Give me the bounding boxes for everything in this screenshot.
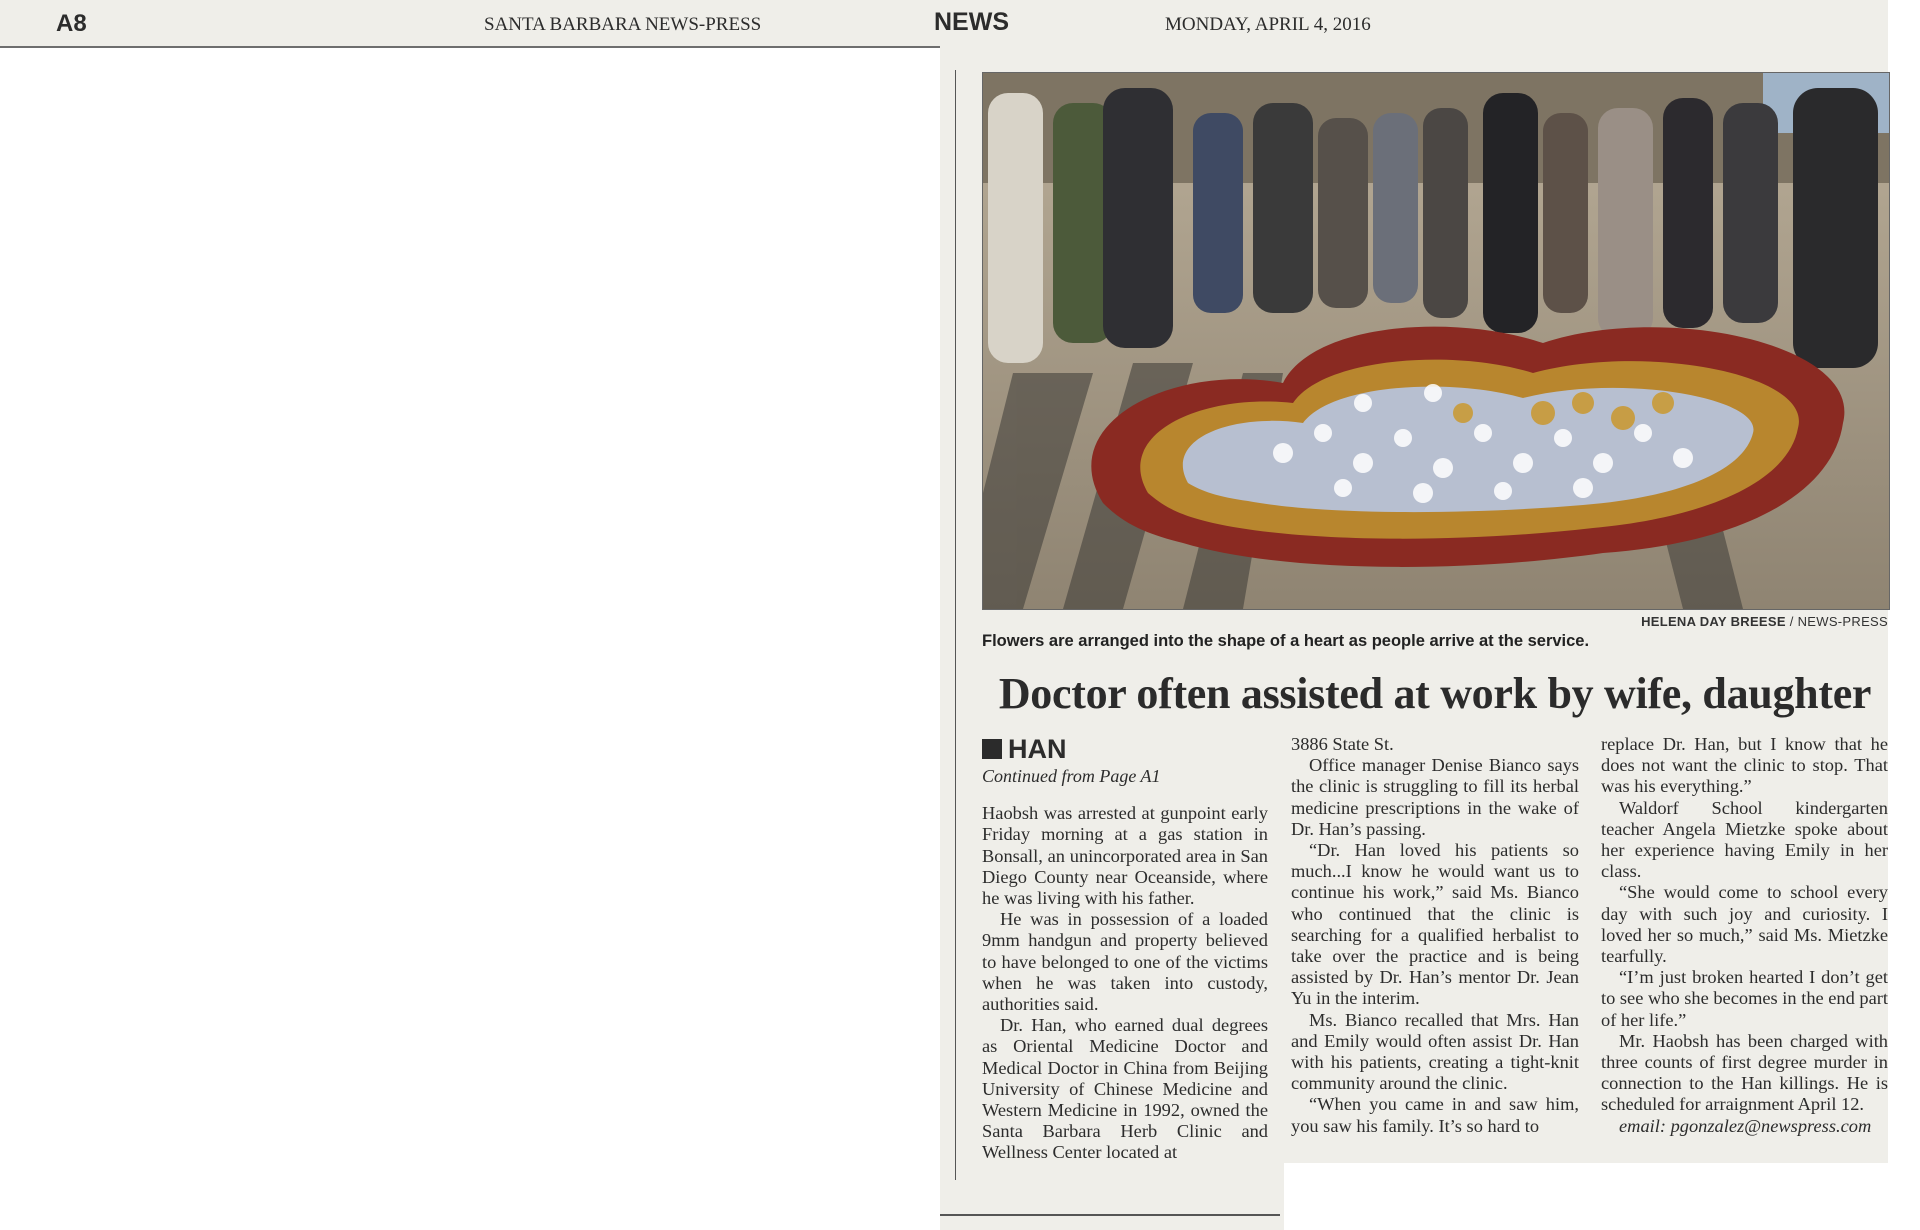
photo-caption: Flowers are arranged into the shape of a heart as people arrive at the service. <box>982 632 1590 650</box>
blank-margin <box>1284 1163 1888 1230</box>
author-email: email: pgonzalez@newspress.com <box>1619 1115 1872 1136</box>
continued-from: Continued from Page A1 <box>982 766 1161 786</box>
paragraph: replace Dr. Han, but I know that he does not want the clinic to stop. That was his everything.” <box>1601 734 1888 797</box>
publication-date: MONDAY, APRIL 4, 2016 <box>1165 14 1371 35</box>
paragraph: He was in possession of a loaded 9mm handgun and property believed to have belonged to one of the victims when he was taken into custody, authorities said. <box>982 909 1268 1015</box>
paragraph: Waldorf School kindergarten teacher Angela Mietzke spoke about her experience having Emily in her class. <box>1601 797 1888 882</box>
publication-name: SANTA BARBARA NEWS-PRESS <box>484 14 762 35</box>
page-header <box>0 0 1888 48</box>
paragraph: “I’m just broken hearted I don’t get to see who she becomes in the end part of her life.” <box>1601 967 1889 1030</box>
flower-heart-photo <box>983 73 1889 609</box>
article-headline: Doctor often assisted at work by wife, daughter <box>998 669 1872 718</box>
paragraph: “Dr. Han loved his patients so much...I know he would want us to continue his work,” said Ms. Bianco who continued that the clinic is searching for a qualified herbalist to take over the practice and is being assisted by Dr. Han’s mentor Dr. Jean Yu in the interim. <box>1291 840 1579 1009</box>
jump-label-text: HAN <box>1008 734 1067 764</box>
jump-label <box>982 734 1268 764</box>
news-photo <box>982 72 1890 610</box>
section-label: NEWS <box>934 8 1009 36</box>
paragraph: Dr. Han, who earned dual degrees as Oriental Medicine Doctor and Medical Doctor in China from Beijing University of Chinese Medicine and Western Medicine in 1992, owned the Santa Barbara Herb Clinic and Wellness Center located at <box>982 1015 1268 1163</box>
paragraph: “When you came in and saw him, you saw his family. It’s so hard to <box>1291 1094 1579 1136</box>
photographer-name: HELENA DAY BREESE <box>1641 614 1786 629</box>
paragraph: Office manager Denise Bianco says the clinic is struggling to fill its herbal medicine prescriptions in the wake of Dr. Han’s passing. <box>1291 755 1579 839</box>
credit-organization: / NEWS-PRESS <box>1789 614 1888 629</box>
bottom-rule <box>940 1214 1280 1216</box>
article-column-3 <box>1601 734 1888 1137</box>
page-number: A8 <box>56 10 87 37</box>
paragraph: Haobsh was arrested at gunpoint early Friday morning at a gas station in Bonsall, an unincorporated area in San Diego County near Oceanside, where he was living with his father. <box>982 803 1268 909</box>
article-column-2 <box>1291 734 1579 1137</box>
article-column-1 <box>982 734 1268 1164</box>
column-rule <box>955 70 956 1180</box>
paragraph: Ms. Bianco recalled that Mrs. Han and Emily would often assist Dr. Han with his patients, creating a tight-knit community around the clinic. <box>1291 1009 1579 1094</box>
paragraph: Mr. Haobsh has been charged with three counts of first degree murder in connection to the Han killings. He is scheduled for arraignment April 12. <box>1601 1030 1888 1115</box>
paragraph: 3886 State St. <box>1291 734 1394 754</box>
photo-credit <box>1641 614 1888 629</box>
paragraph: “She would come to school every day with such joy and curiosity. I loved her so much,” said Ms. Mietzke tearfully. <box>1601 882 1888 967</box>
square-bullet-icon <box>982 739 1002 759</box>
